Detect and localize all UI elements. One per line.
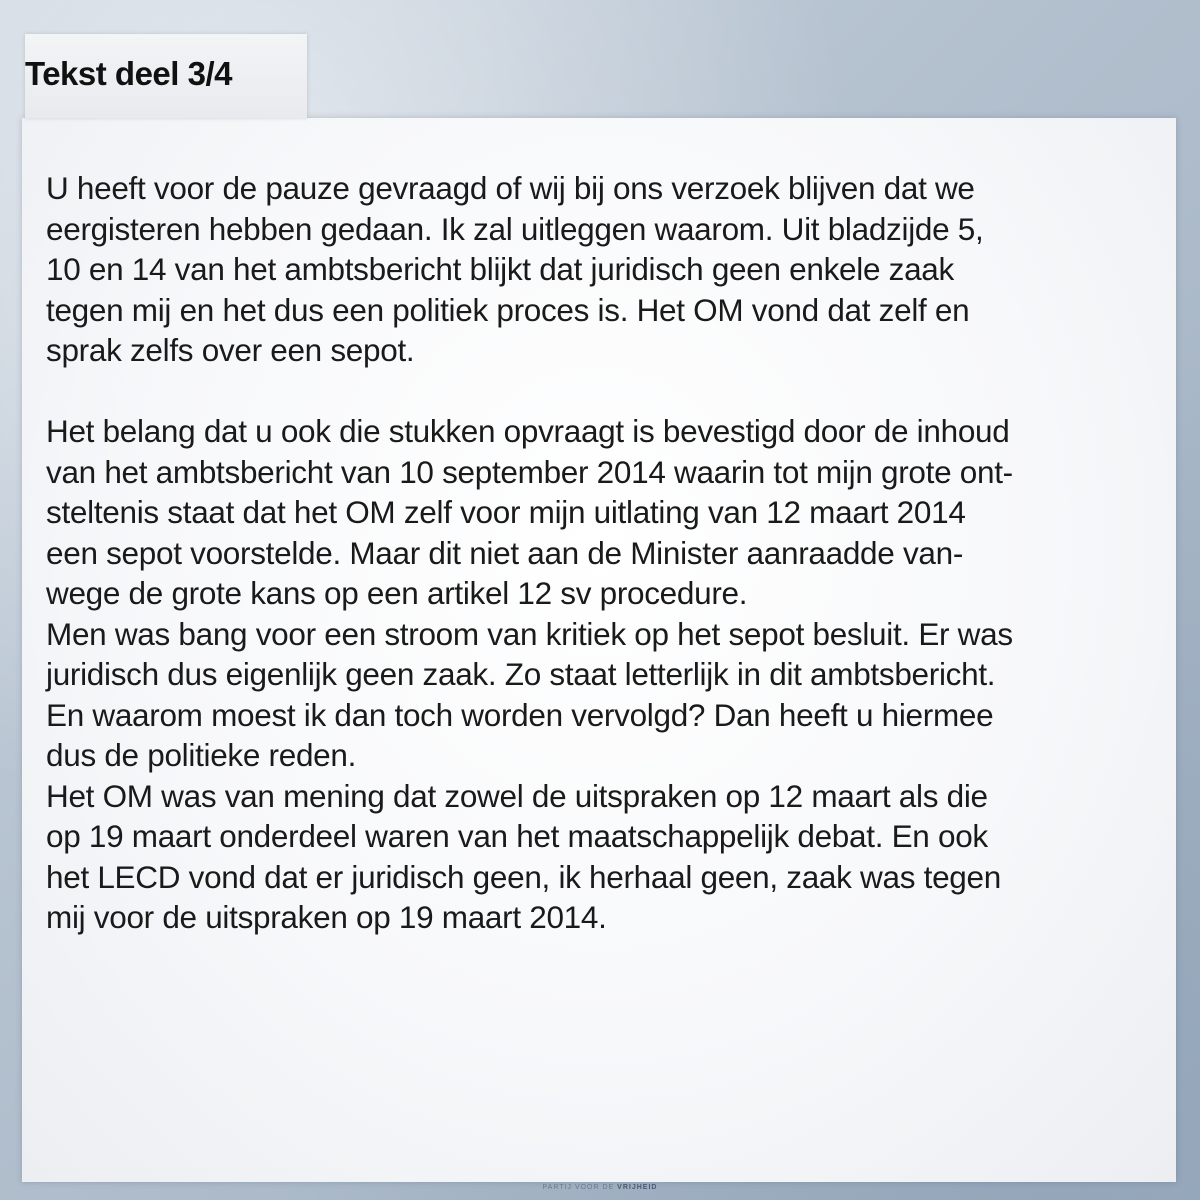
text-line: mij voor de uitspraken op 19 maart 2014. bbox=[46, 899, 607, 935]
party-logo-emphasis: VRIJHEID bbox=[617, 1184, 658, 1191]
text-line: steltenis staat dat het OM zelf voor mijn uitlating van 12 maart 2014 bbox=[46, 494, 966, 530]
text-line: Het belang dat u ook die stukken opvraagt is bevestigd door de inhoud bbox=[46, 413, 1010, 449]
text-line: sprak zelfs over een sepot. bbox=[46, 332, 415, 368]
text-line: U heeft voor de pauze gevraagd of wij bij ons verzoek blijven dat we bbox=[46, 170, 975, 206]
text-line: wege de grote kans op een artikel 12 sv procedure. bbox=[46, 575, 748, 611]
text-line: En waarom moest ik dan toch worden vervolgd? Dan heeft u hiermee bbox=[46, 696, 994, 733]
page-title: Tekst deel 3/4 bbox=[25, 55, 233, 92]
text-line: Men was bang voor een stroom van kritiek op het sepot besluit. Er was bbox=[46, 615, 1013, 652]
text-line: juridisch dus eigenlijk geen zaak. Zo staat letterlijk in dit ambtsbericht. bbox=[46, 656, 996, 692]
statement-text bbox=[46, 168, 1166, 938]
text-line: Het OM was van mening dat zowel de uitspraken op 12 maart als die bbox=[46, 777, 988, 814]
text-line: van het ambtsbericht van 10 september 2014 waarin tot mijn grote ont- bbox=[46, 453, 1013, 490]
party-logo-prefix: PARTIJ VOOR DE bbox=[542, 1184, 618, 1191]
text-line: 10 en 14 van het ambtsbericht blijkt dat juridisch geen enkele zaak bbox=[46, 251, 954, 287]
text-line: dus de politieke reden. bbox=[46, 737, 357, 773]
party-logo bbox=[0, 1184, 1200, 1191]
text-line: een sepot voorstelde. Maar dit niet aan de Minister aanraadde van- bbox=[46, 534, 964, 571]
text-line: het LECD vond dat er juridisch geen, ik herhaal geen, zaak was tegen bbox=[46, 858, 1001, 895]
paragraph-break bbox=[46, 371, 1166, 412]
text-line: tegen mij en het dus een politiek proces is. Het OM vond dat zelf en bbox=[46, 291, 970, 328]
text-line: eergisteren hebben gedaan. Ik zal uitleggen waarom. Uit bladzijde 5, bbox=[46, 210, 984, 247]
text-line: op 19 maart onderdeel waren van het maatschappelijk debat. En ook bbox=[46, 818, 988, 854]
